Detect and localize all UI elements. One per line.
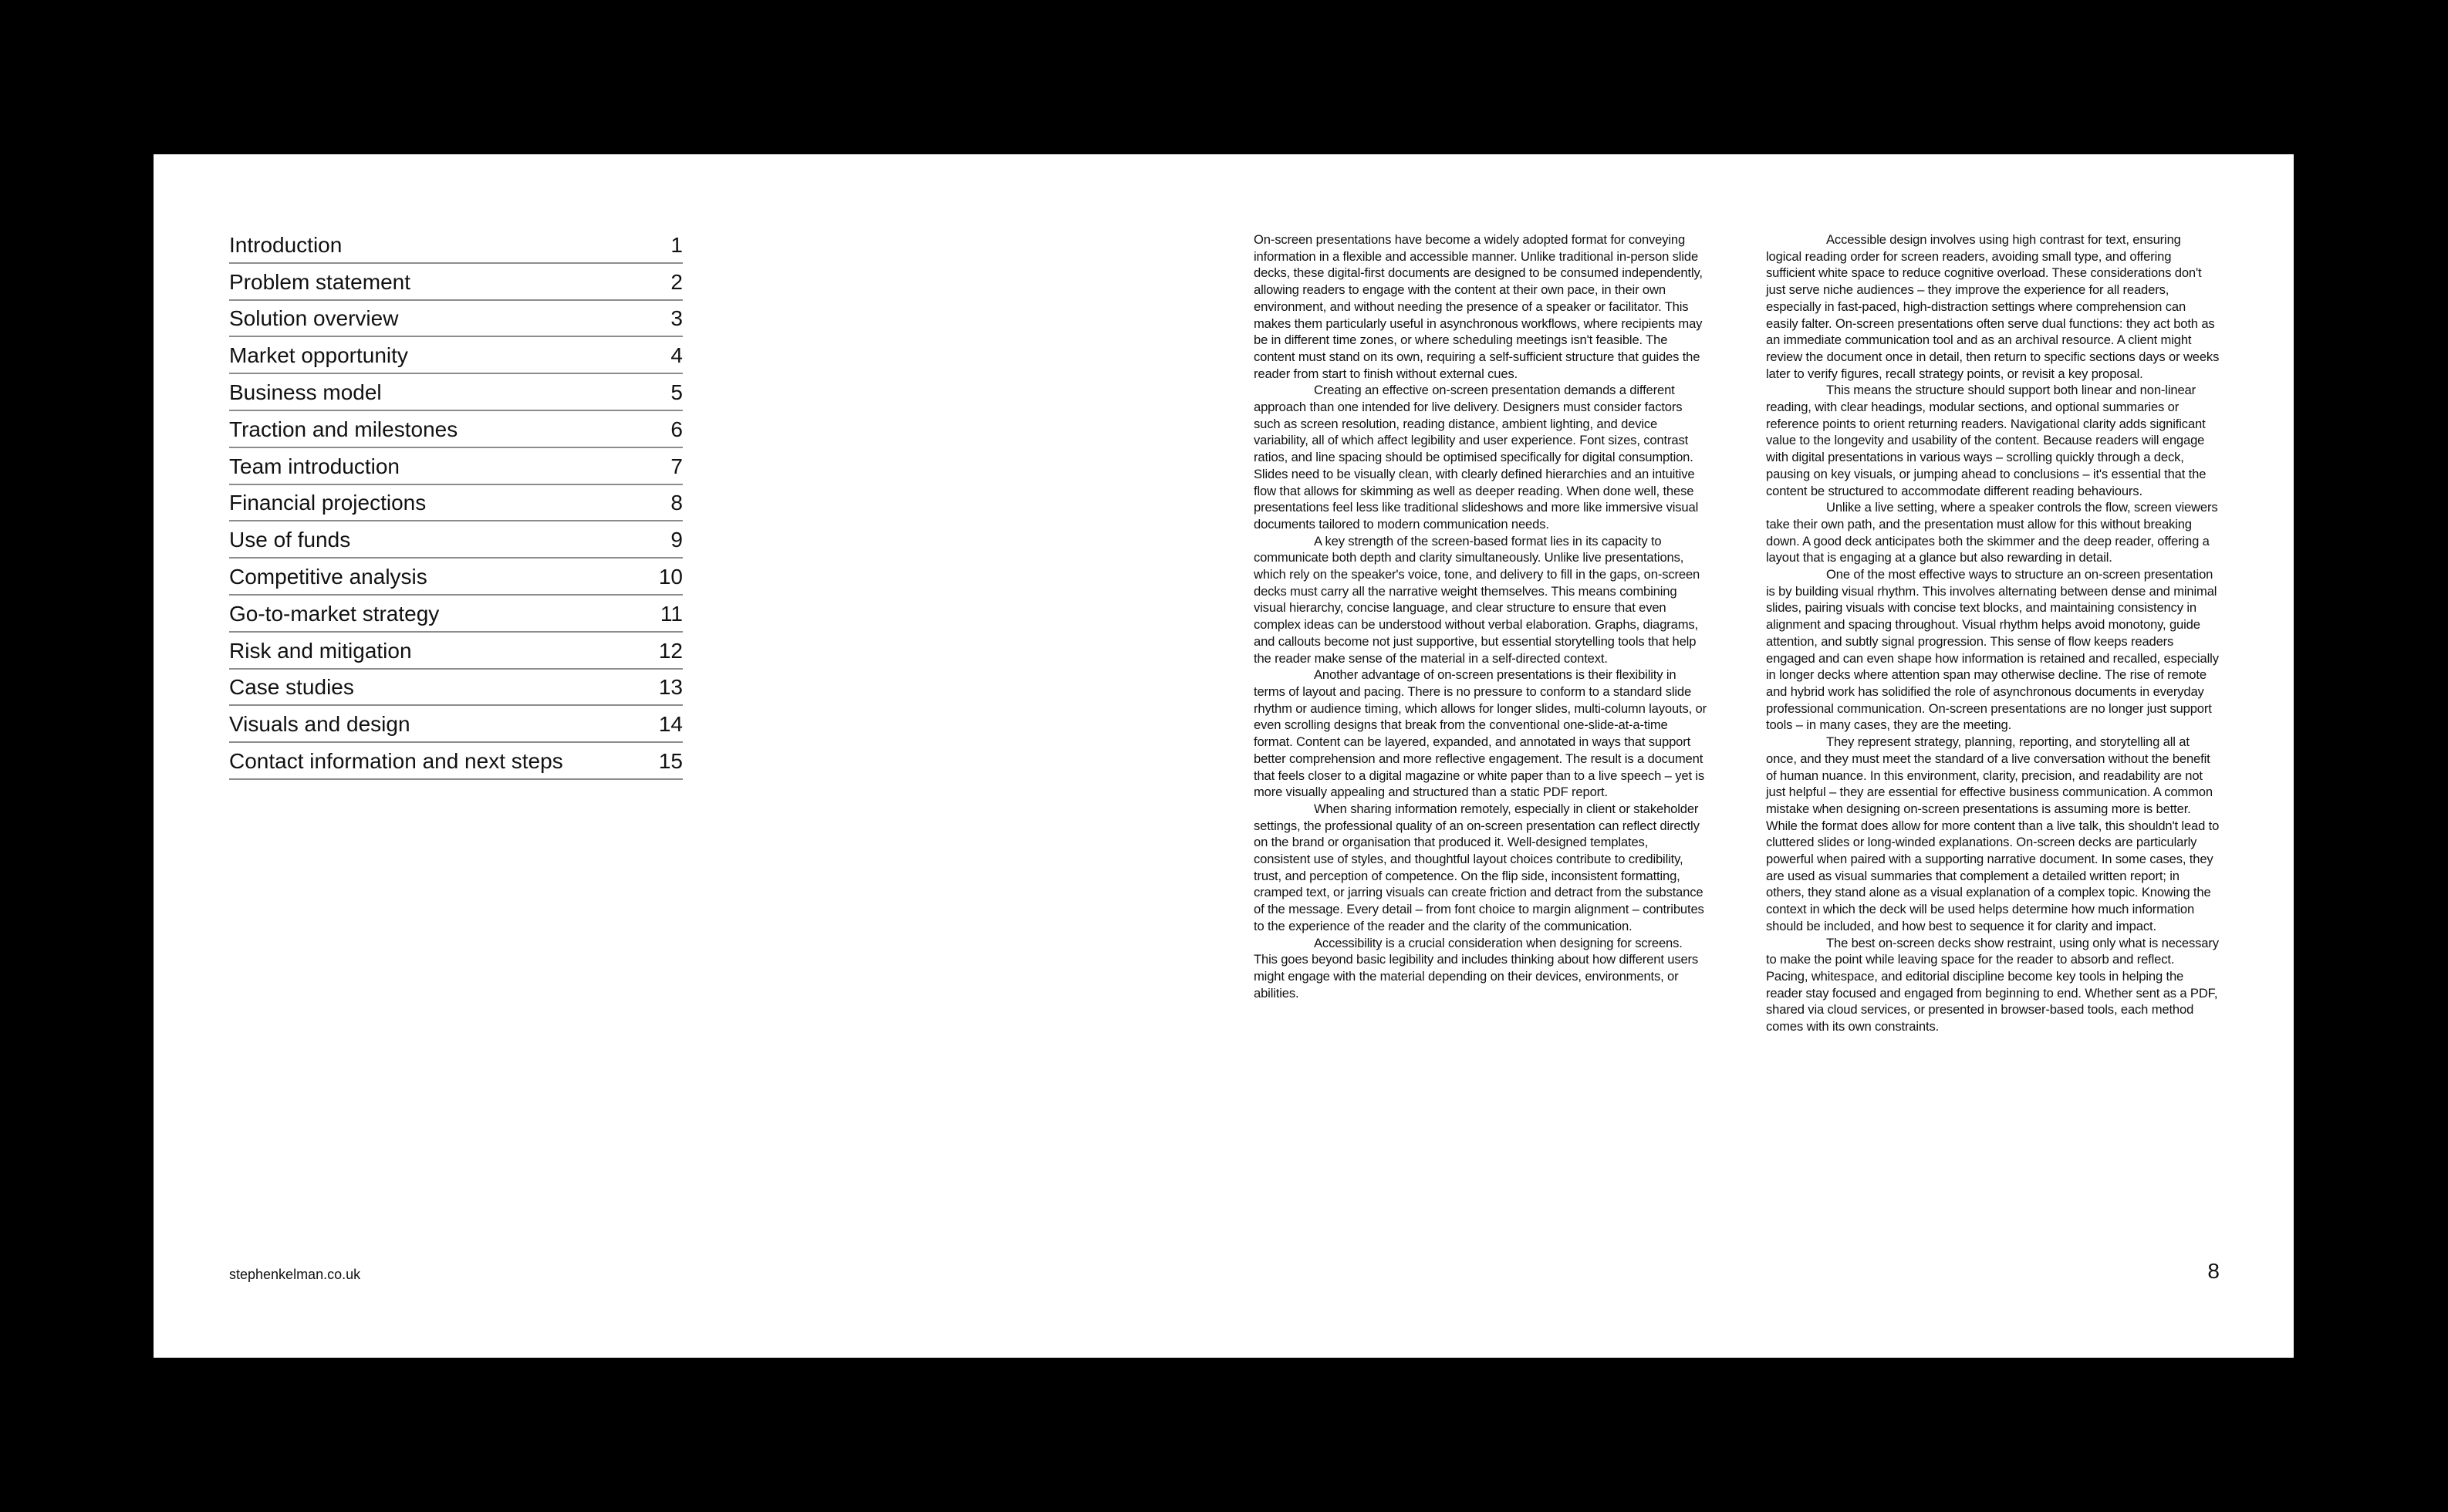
body-column-right	[1766, 231, 2220, 1035]
toc-item-label: Risk and mitigation	[229, 638, 412, 663]
toc-item-label: Go-to-market strategy	[229, 601, 440, 626]
toc-item-page: 2	[670, 269, 683, 294]
toc-item[interactable]	[229, 411, 683, 448]
toc-item-page: 1	[670, 232, 683, 257]
toc-item-page: 15	[658, 748, 683, 773]
toc-item-label: Contact information and next steps	[229, 748, 563, 773]
toc-item[interactable]	[229, 374, 683, 411]
table-of-contents	[229, 227, 683, 780]
body-paragraph: Another advantage of on-screen presentations is their flexibility in terms of layout and pacing. There is no pressure to conform to a standard slide rhythm or audience timing, which allows for longer slides, multi-column layouts, or even scrolling designs that break from the conventional one-slide-at-a-time format. Content can be layered, expanded, and annotated in ways that support better comprehension and more reflective engagement. The result is a document that feels closer to a digital magazine or white paper than to a live speech – yet is more visually appealing and structured than a static PDF report.	[1254, 667, 1707, 800]
body-paragraph: On-screen presentations have become a widely adopted format for conveying information in a flexible and accessible manner. Unlike traditional in-person slide decks, these digital-first documents are designed to be consumed independently, allowing readers to engage with the content at their own pace, in their own environment, and without needing the presence of a speaker or facilitator. This makes them particularly useful in asynchronous workflows, where recipients may be in different time zones, or where scheduling meetings isn't feasible. The content must stand on its own, requiring a self-sufficient structure that guides the reader from start to finish without external cues.	[1254, 232, 1703, 381]
body-paragraph: This means the structure should support both linear and non-linear reading, with clear headings, modular sections, and optional summaries or reference points to orient returning readers. Navigational clarity adds significant value to the longevity and usability of the content. Because readers will engage with digital presentations in various ways – scrolling quickly through a deck, pausing on key visuals, or jumping ahead to conclusions – it's essential that the content be structured to accommodate different reading behaviours.	[1766, 383, 2207, 498]
toc-item[interactable]	[229, 337, 683, 374]
body-column-left	[1254, 231, 1707, 1001]
body-paragraph: Accessible design involves using high contrast for text, ensuring logical reading order for screen readers, avoiding small type, and offering sufficient white space to reduce cognitive overload. These considerations don't just serve niche audiences – they improve the experience for all readers, especially in fast-paced, high-distraction settings where comprehension can easily falter. On-screen presentations often serve dual functions: they act both as an immediate communication tool and as an archival resource. A client might review the document once in detail, then return to specific sections days or weeks later to verify figures, recall strategy points, or revisit a key proposal.	[1766, 232, 2220, 381]
body-paragraph: Creating an effective on-screen presentation demands a different approach than one intended for live delivery. Designers must consider factors such as screen resolution, reading distance, ambient lighting, and device variability, all of which affect legibility and user experience. Font sizes, contrast ratios, and line spacing should be optimised specifically for digital consumption. Slides need to be visually clean, with clearly defined hierarchies and an intuitive flow that allows for skimming as well as deeper reading. When done well, these presentations feel less like traditional slideshows and more like immersive visual documents tailored to modern communication needs.	[1254, 383, 1699, 532]
toc-item[interactable]	[229, 706, 683, 743]
body-paragraph: Accessibility is a crucial consideration when designing for screens. This goes beyond basic legibility and includes thinking about how different users might engage with the material depending on their devices, environments, or abilities.	[1254, 935, 1699, 1001]
toc-item-page: 14	[658, 712, 683, 737]
toc-item-page: 11	[660, 601, 683, 626]
toc-item[interactable]	[229, 633, 683, 670]
toc-item-page: 12	[658, 638, 683, 663]
toc-item-page: 6	[670, 417, 683, 441]
toc-item[interactable]	[229, 596, 683, 633]
toc-item-label: Problem statement	[229, 269, 410, 294]
toc-item-page: 13	[658, 675, 683, 700]
toc-item[interactable]	[229, 448, 683, 485]
toc-item-page: 7	[670, 454, 683, 478]
toc-item[interactable]	[229, 227, 683, 264]
toc-item[interactable]	[229, 521, 683, 559]
page-number: 8	[2207, 1259, 2220, 1283]
toc-item-label: Use of funds	[229, 528, 351, 552]
toc-item-page: 9	[670, 528, 683, 552]
toc-item[interactable]	[229, 264, 683, 301]
toc-item-page: 8	[670, 491, 683, 515]
toc-item-page: 5	[670, 380, 683, 404]
footer-website-link[interactable]: stephenkelman.co.uk	[229, 1267, 361, 1282]
toc-item-label: Financial projections	[229, 491, 427, 515]
toc-item-page: 3	[670, 306, 683, 331]
toc-item-label: Competitive analysis	[229, 564, 427, 589]
body-paragraph: The best on-screen decks show restraint, using only what is necessary to make the point while leaving space for the reader to absorb and reflect. Pacing, whitespace, and editorial discipline become key tools in helping the reader stay focused and engaged from beginning to end. Whether sent as a PDF, shared via cloud services, or presented in browser-based tools, each method comes with its own constraints.	[1766, 935, 2219, 1034]
toc-item-label: Case studies	[229, 675, 354, 700]
toc-item[interactable]	[229, 559, 683, 596]
body-paragraph: They represent strategy, planning, reporting, and storytelling all at once, and they must meet the standard of a live conversation without the benefit of human nuance. In this environment, clarity, precision, and readability are not just helpful – they are essential for effective business communication. A common mistake when designing on-screen presentations is assuming more is better. While the format does allow for more content than a live talk, this shouldn't lead to cluttered slides or long-winded explanations. On-screen decks are particularly powerful when paired with a supporting narrative document. In some cases, they are used as visual summaries that complement a detailed written report; in others, they stand alone as a visual explanation of a complex topic. Knowing the context in which the deck will be used helps determine how much information should be included, and how best to sequence it for clarity and impact.	[1766, 734, 2220, 933]
toc-item-label: Team introduction	[229, 454, 400, 478]
toc-item-page: 4	[670, 343, 683, 368]
toc-item[interactable]	[229, 743, 683, 780]
toc-item-label: Market opportunity	[229, 343, 408, 368]
toc-item[interactable]	[229, 670, 683, 707]
toc-item-page: 10	[658, 564, 683, 589]
toc-item-label: Visuals and design	[229, 712, 410, 737]
toc-item-label: Introduction	[229, 232, 343, 257]
toc-item[interactable]	[229, 301, 683, 338]
toc-item-label: Business model	[229, 380, 382, 404]
toc-item[interactable]	[229, 485, 683, 522]
body-paragraph: A key strength of the screen-based format lies in its capacity to communicate both depth and clarity simultaneously. Unlike live presentations, which rely on the speaker's voice, tone, and delivery to fill in the gaps, on-screen decks must carry all the narrative weight themselves. This means combining visual hierarchy, concise language, and clear structure to ensure that even complex ideas can be understood without verbal elaboration. Graphs, diagrams, and callouts become not just supportive, but essential storytelling tools that help the reader make sense of the material in a self-directed context.	[1254, 533, 1700, 666]
toc-item-label: Traction and milestones	[229, 417, 458, 441]
body-paragraph: Unlike a live setting, where a speaker controls the flow, screen viewers take their own path, and the presentation must allow for this without breaking down. A good deck anticipates both the skimmer and the deep reader, offering a layout that is engaging at a glance but also rewarding in detail.	[1766, 500, 2218, 565]
document-spread	[154, 154, 2294, 1358]
body-paragraph: When sharing information remotely, especially in client or stakeholder settings, the professional quality of an on-screen presentation can reflect directly on the brand or organisation that produced it. Well-designed templates, consistent use of styles, and thoughtful layout choices contribute to credibility, trust, and perception of competence. On the flip side, inconsistent formatting, cramped text, or jarring visuals can create friction and detract from the substance of the message. Every detail – from font choice to margin alignment – contributes to the experience of the reader and the clarity of the communication.	[1254, 801, 1704, 933]
body-paragraph: One of the most effective ways to structure an on-screen presentation is by building visual rhythm. This involves alternating between dense and minimal slides, pairing visuals with concise text blocks, and maintaining consistency in alignment and spacing throughout. Visual rhythm helps avoid monotony, guide attention, and subtly signal progression. This sense of flow keeps readers engaged and can even shape how information is retained and recalled, especially in longer decks where attention span may otherwise decline. The rise of remote and hybrid work has solidified the role of asynchronous documents in everyday professional communication. On-screen presentations are no longer just support tools – in many cases, they are the meeting.	[1766, 567, 2219, 733]
toc-item-label: Solution overview	[229, 306, 399, 331]
